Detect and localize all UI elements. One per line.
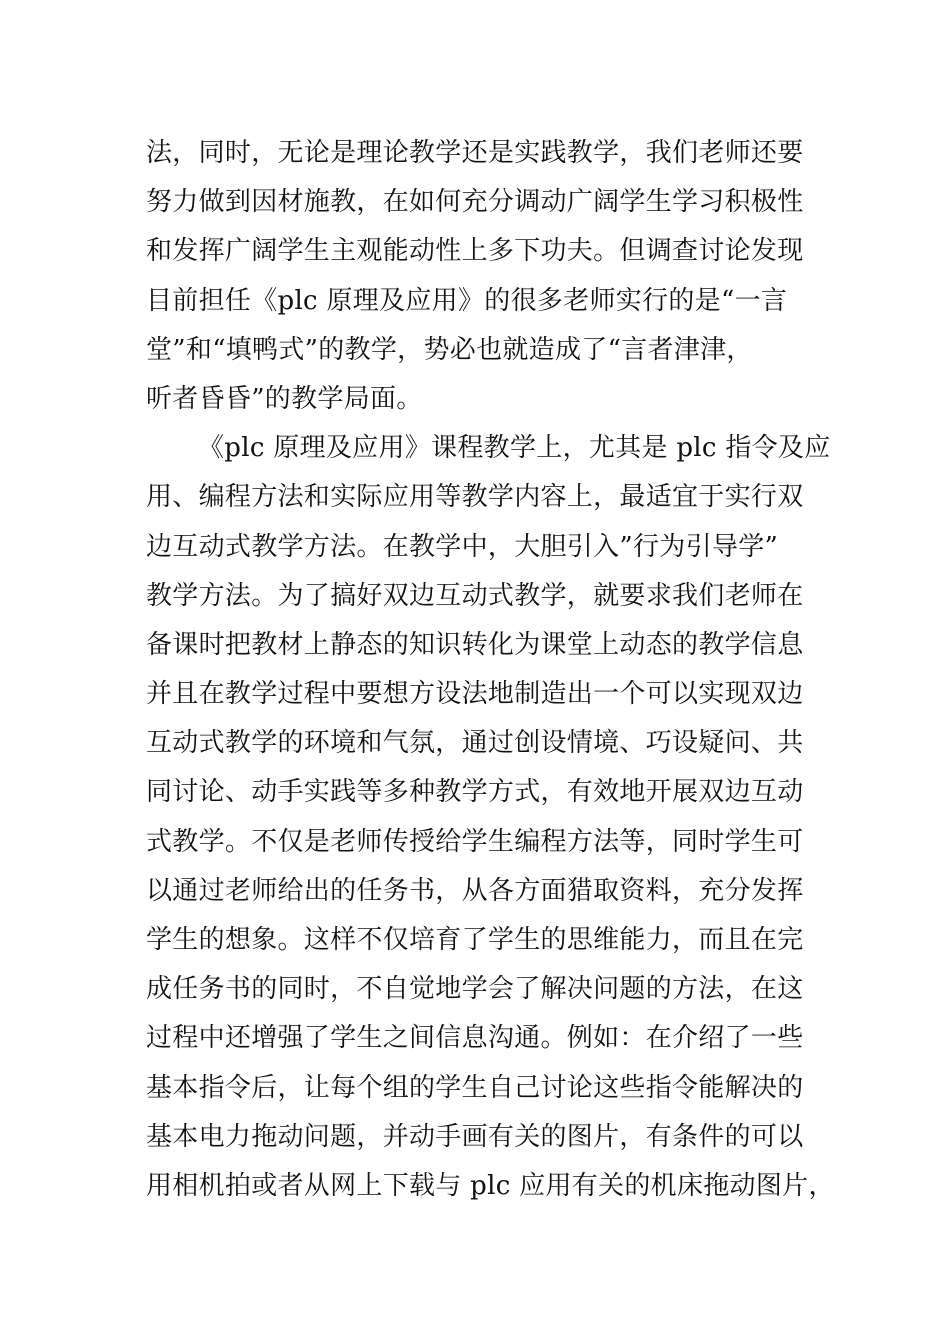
text-line: 教学方法。为了搞好双边互动式教学，就要求我们老师在 — [146, 580, 804, 611]
text-line: 和发挥广阔学生主观能动性上多下功夫。但调查讨论发现 — [146, 236, 804, 267]
text-line: 用相机拍或者从网上下载与 plc 应用有关的机床拖动图片， — [146, 1170, 835, 1201]
text-line: 边互动式教学方法。在教学中，大胆引入”行为引导学” — [146, 531, 779, 562]
text-line: 并且在教学过程中要想方设法地制造出一个可以实现双边 — [146, 679, 804, 710]
text-line: 过程中还增强了学生之间信息沟通。例如：在介绍了一些 — [146, 1023, 804, 1054]
text-line: 式教学。不仅是老师传授给学生编程方法等，同时学生可 — [146, 826, 804, 857]
paragraph-1 — [146, 129, 816, 424]
text-line: 法，同时，无论是理论教学还是实践教学，我们老师还要 — [146, 138, 804, 168]
text-line: 成任务书的同时，不自觉地学会了解决问题的方法，在这 — [146, 974, 804, 1005]
text-line: 堂”和“填鸭式”的教学，势必也就造成了“言者津津， — [146, 334, 753, 365]
text-line: 基本电力拖动问题，并动手画有关的图片，有条件的可以 — [146, 1121, 804, 1152]
text-line: 用、编程方法和实际应用等教学内容上，最适宜于实行双 — [146, 482, 804, 513]
body-text — [146, 129, 835, 1211]
text-line: 学生的想象。这样不仅培育了学生的思维能力，而且在完 — [146, 925, 804, 955]
text-line: 目前担任《plc 原理及应用》的很多老师实行的是“一言 — [146, 285, 788, 316]
text-line: 努力做到因材施教，在如何充分调动广阔学生学习积极性 — [146, 187, 804, 218]
text-line: 同讨论、动手实践等多种教学方式，有效地开展双边互动 — [146, 777, 804, 808]
paragraph-2 — [146, 424, 835, 1211]
text-line: 《plc 原理及应用》课程教学上，尤其是 plc 指令及应 — [198, 433, 831, 464]
text-line: 备课时把教材上静态的知识转化为课堂上动态的教学信息 — [146, 629, 804, 660]
text-line: 听者昏昏”的教学局面。 — [146, 383, 423, 414]
text-line: 基本指令后，让每个组的学生自己讨论这些指令能解决的 — [146, 1072, 804, 1103]
text-line: 以通过老师给出的任务书，从各方面猎取资料，充分发挥 — [146, 875, 804, 906]
text-line: 互动式教学的环境和气氛，通过创设情境、巧设疑问、共 — [146, 728, 804, 759]
